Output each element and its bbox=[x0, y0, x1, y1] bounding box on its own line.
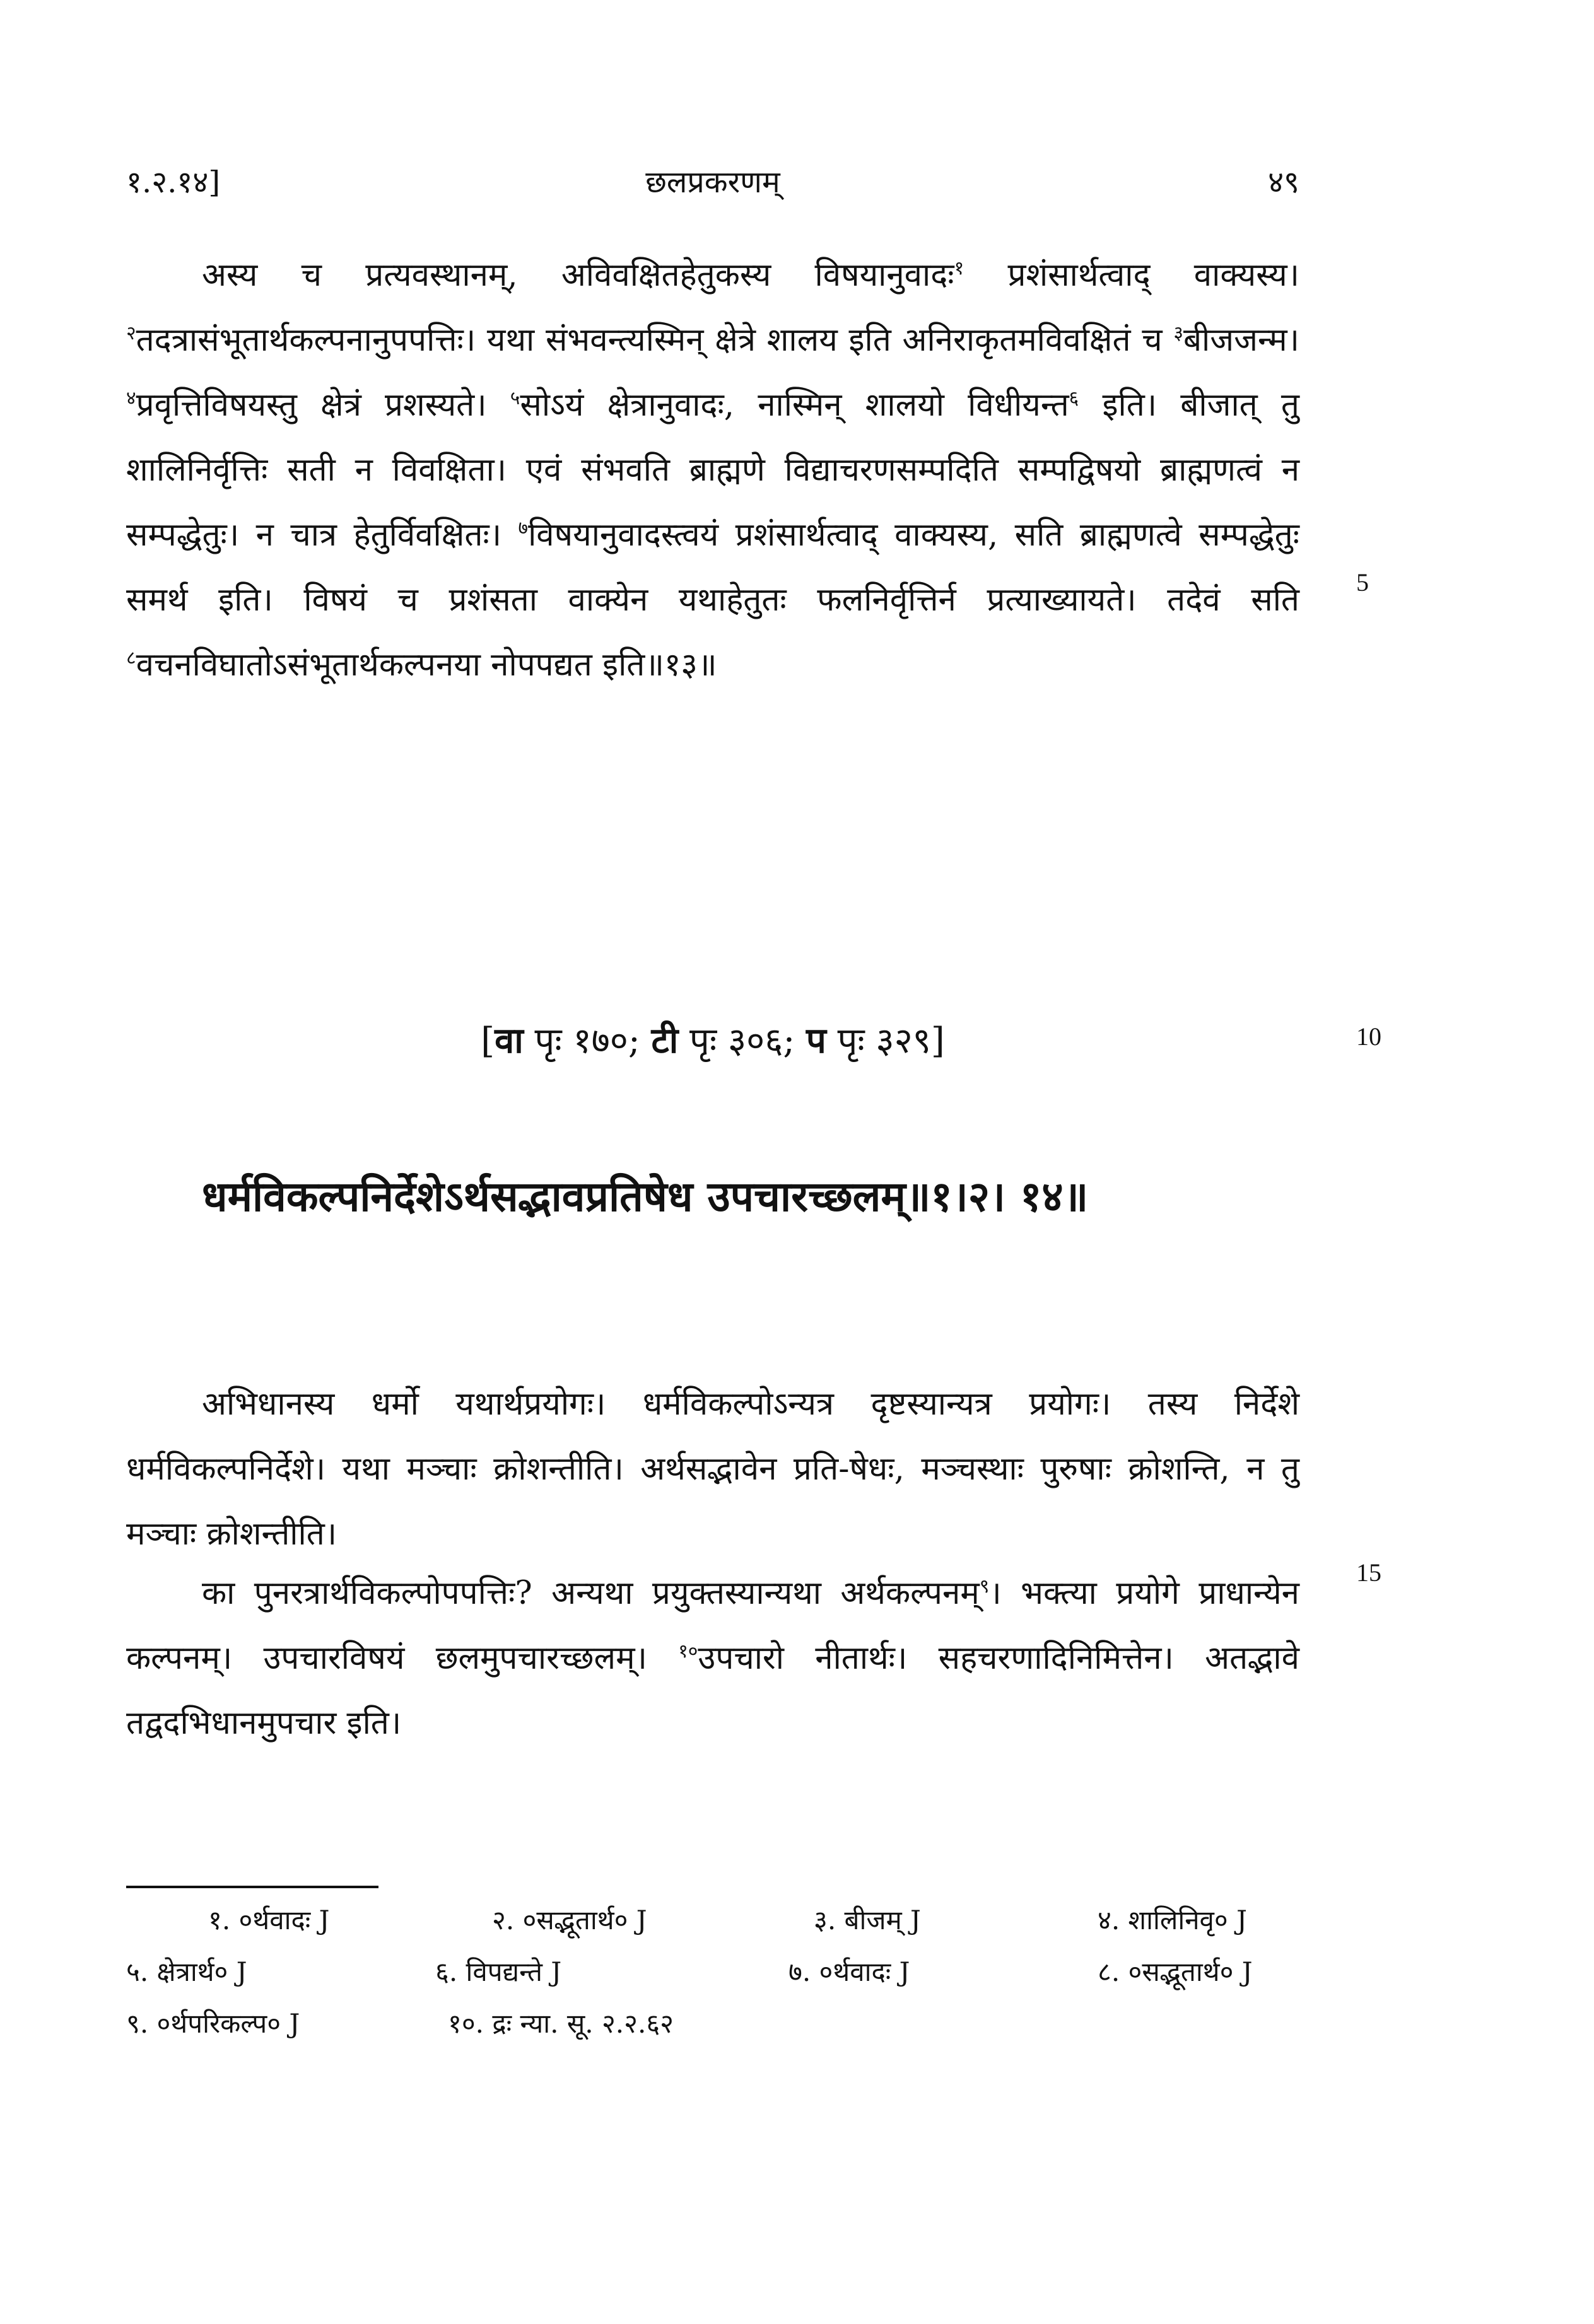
footnote: ६. विपद्यन्ते J bbox=[435, 1956, 562, 1987]
footnote-marker: ५ bbox=[510, 387, 520, 409]
footnote: २. ०सद्भूतार्थ० J bbox=[492, 1905, 647, 1936]
chapter-title: छलप्रकरणम् bbox=[645, 165, 780, 200]
footnote: ४. शालिनिवृ० J bbox=[1098, 1905, 1247, 1936]
ref-abbrev-va: वा bbox=[495, 1020, 524, 1061]
commentary-paragraph-1: अस्य च प्रत्यवस्थानम्, अविवक्षितहेतुकस्य विषयानुवादः$^१$ प्रशंसार्थत्वाद् वाक्यस्य। $^२$तदत्रासंभूतार्थकल्पनानुपपत्तिः। यथा संभवन्त्यस्मिन् क्षेत्रे शालय इति अनिराकृतमविवक्षितं च $^३$बीजजन्म। $^४$प्रवृत्तिविषयस्तु क्षेत्रं प्रशस्यते। $^५$सोऽयं क्षेत्रानुवादः, नास्मिन् शालयो विधीयन्त$^६$ इति। बीजात् तु शालिनिर्वृत्तिः सती न विवक्षिता। एवं संभवति ब्राह्मणे विद्याचरणसम्पदिति सम्पद्विषयो ब्राह्मणत्वं न सम्पद्धेतुः। न चात्र हेतुर्विवक्षितः। $^७$विषयानुवादस्त्वयं प्रशंसार्थत्वाद् वाक्यस्य, सति ब्राह्मणत्वे सम्पद्धेतुः समर्थ इति। विषयं च प्रशंसता वाक्येन यथाहेतुतः फलनिर्वृत्तिर्न प्रत्याख्यायते। तदेवं सति $^८$वचनविघातोऽसंभूतार्थकल्पनया नोपपद्यत इति॥१३॥ bbox=[126, 257, 1299, 684]
footnote-row bbox=[126, 1901, 1299, 1953]
footnote-marker: १० bbox=[678, 1640, 698, 1662]
ref-abbrev-ti: टी bbox=[651, 1020, 679, 1061]
page-number: ४९ bbox=[1268, 165, 1299, 200]
footnote-marker: ६ bbox=[1069, 387, 1079, 409]
footnote: १. ०र्थवादः J bbox=[208, 1905, 330, 1936]
margin-line-number: 5 bbox=[1356, 568, 1369, 597]
commentary-paragraph-3: का पुनरत्रार्थविकल्पोपपत्तिः? अन्यथा प्रयुक्तस्यान्यथा अर्थकल्पनम्$^९$। भक्त्या प्रयोगे प्राधान्येन कल्पनम्। उपचारविषयं छलमुपचारच्छलम्। $^{१०}$उपचारो नीतार्थः। सहचरणादिनिमित्तेन। अतद्भावे तद्वदभिधानमुपचार इति। bbox=[126, 1575, 1299, 1742]
footnote: ३. बीजम् J bbox=[814, 1905, 921, 1936]
commentary-paragraph-2: अभिधानस्य धर्मो यथार्थप्रयोगः। धर्मविकल्पोऽन्यत्र दृष्टस्यान्यत्र प्रयोगः। तस्य निर्देशे धर्मविकल्पनिर्देशे। यथा मञ्चाः क्रोशन्तीति। अर्थसद्भावेन प्रति-षेधः, मञ्चस्थाः पुरुषाः क्रोशन्ति, न तु मञ्चाः क्रोशन्तीति। bbox=[126, 1386, 1299, 1553]
footnote-marker: ७ bbox=[518, 517, 529, 539]
margin-line-number: 10 bbox=[1356, 1022, 1381, 1051]
footnote-marker: ९ bbox=[979, 1575, 990, 1597]
ref-abbrev-pa: प bbox=[806, 1020, 826, 1061]
section-reference: १.२.१४] bbox=[126, 165, 221, 200]
footnote-marker: ४ bbox=[126, 387, 136, 409]
sutra-heading: धर्मविकल्पनिर्देशेऽर्थसद्भावप्रतिषेध उपचारच्छलम्॥१।२। १४॥ bbox=[202, 1172, 1089, 1221]
footnote: ७. ०र्थवादः J bbox=[788, 1956, 910, 1987]
footnotes bbox=[126, 1901, 1299, 2057]
footnote-marker: ८ bbox=[126, 647, 136, 669]
footnote: १०. द्रः न्या. सू. २.२.६२ bbox=[448, 2008, 674, 2039]
footnote-rule bbox=[126, 1886, 378, 1888]
margin-line-number: 15 bbox=[1356, 1558, 1381, 1587]
footnote: ८. ०सद्भूतार्थ० J bbox=[1098, 1956, 1253, 1987]
footnote-marker: १ bbox=[954, 257, 964, 279]
footnote-marker: २ bbox=[126, 322, 136, 344]
footnote: ९. ०र्थपरिकल्प० J bbox=[126, 2008, 300, 2039]
cross-reference: [वा पृः १७०; टी पृः ३०६; प पृः ३२९] bbox=[481, 1020, 945, 1061]
footnote-row bbox=[126, 1953, 1299, 2005]
footnote-row bbox=[126, 2005, 1299, 2057]
running-header bbox=[126, 161, 1299, 211]
footnote: ५. क्षेत्रार्थ० J bbox=[126, 1956, 247, 1987]
footnote-marker: ३ bbox=[1173, 322, 1183, 344]
